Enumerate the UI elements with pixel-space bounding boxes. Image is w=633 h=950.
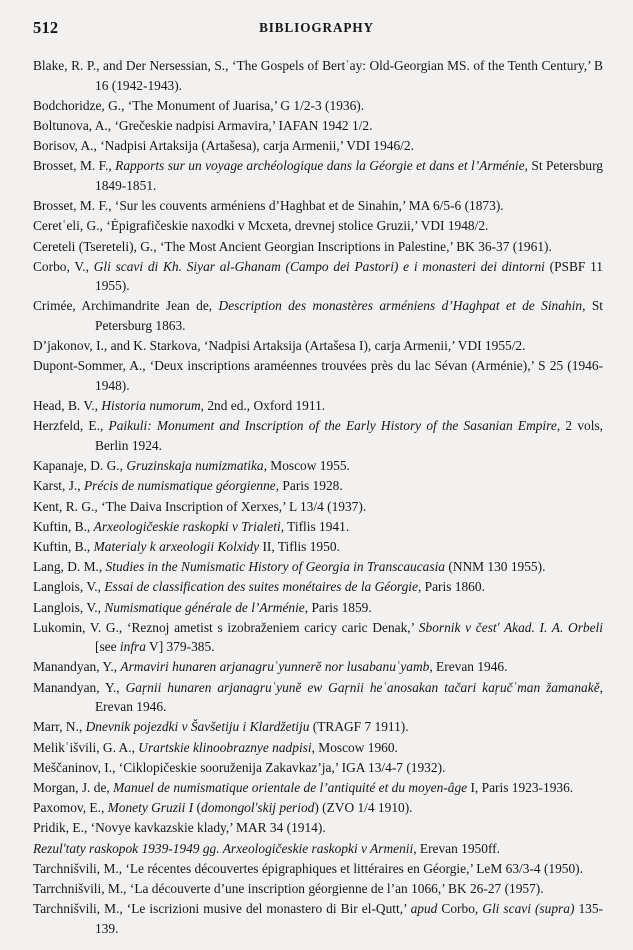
entry-text: , 2nd ed., Oxford 1911. — [200, 398, 326, 414]
entry-text: V] 379-385. — [145, 639, 215, 655]
entry-title-italic: Rapports sur un voyage archéologique dans la Géorgie et dans et l’Arménie, — [115, 158, 528, 174]
bibliography-entry — [33, 899, 603, 938]
entry-text: , Moscow 1960. — [311, 739, 398, 755]
entry-text: Manandyan, Y., — [33, 659, 121, 675]
entry-text: Ceretʿeli, G., ‘Ėpigrafičeskie naxodki v Mcxeta, drevnej stolice Gruzii,’ VDI 1948/2. — [33, 218, 489, 234]
bibliography-entry — [33, 537, 603, 557]
entry-title-italic: Paikuli: Monument and Inscription of the Early History of the Sasanian Empire — [108, 418, 557, 434]
entry-text: Brosset, M. F., — [33, 158, 116, 174]
bibliography-entry — [33, 356, 603, 395]
entry-title-italic: Studies in the Numismatic History of Georgia in Transcaucasia — [105, 559, 446, 575]
bibliography-entry — [33, 798, 603, 818]
entry-title-italic: infra — [119, 639, 146, 655]
entry-text: Kapanaje, D. G., — [33, 458, 127, 474]
entry-text: Melikʿišvili, G. A., — [33, 739, 139, 755]
entry-text: , Tiflis 1941. — [280, 518, 350, 534]
entry-title-italic: Armaviri hunaren arjanagruʿyunnerĕ nor lusabanuʿyamb — [120, 659, 430, 675]
bibliography-entry — [33, 216, 603, 236]
entry-text: , Erevan 1946. — [429, 659, 508, 675]
entry-text: Paxomov, E., — [33, 800, 108, 816]
entry-text: , Moscow 1955. — [263, 458, 350, 474]
bibliography-entry — [33, 237, 603, 257]
bibliography-entry — [33, 738, 603, 758]
bibliography-entry — [33, 818, 603, 838]
entry-text: Tarrchnišvili, M., ‘La découverte d’une inscription géorgienne de l’an 1066,’ BK 26-27 (1957). — [33, 880, 544, 896]
page-number: 512 — [33, 18, 59, 37]
running-head — [0, 18, 633, 38]
entry-text: Kuftin, B., — [33, 538, 94, 554]
bibliography-entry — [33, 96, 603, 116]
running-head-title: BIBLIOGRAPHY — [259, 20, 374, 35]
entry-text: ) (ZVO 1/4 1910). — [314, 800, 413, 816]
entry-text: Kuftin, B., — [33, 518, 94, 534]
bibliography-entry — [33, 497, 603, 517]
bibliography-entry — [33, 879, 603, 899]
entry-text: Pridik, E., ‘Novye kavkazskie klady,’ MAR 34 (1914). — [33, 820, 326, 836]
entry-title-italic: Arxeologičeskie raskopki v Trialeti — [93, 518, 281, 534]
bibliography-entry — [33, 196, 603, 216]
bibliography-entry — [33, 116, 603, 136]
entry-title-italic: Historia numorum — [101, 398, 201, 414]
bibliography-entry — [33, 156, 603, 195]
entry-text: , St Petersburg 1863. — [95, 298, 603, 334]
entry-text: Lukomin, V. G., ‘Reznoj ametist s izobraženiem caricy caric Denak,’ — [33, 619, 419, 635]
bibliography-entry — [33, 839, 603, 859]
entry-text: Dupont-Sommer, A., ‘Deux inscriptions araméennes trouvées près du lac Sévan (Arménie),’ S 25 (1946-1948). — [33, 358, 603, 394]
bibliography-entry — [33, 396, 603, 416]
bibliography-entry — [33, 577, 603, 597]
entry-text: Corbo, V., — [33, 258, 94, 274]
bibliography-entry — [33, 456, 603, 476]
bibliography-entry — [33, 717, 603, 737]
bibliography-entry — [33, 136, 603, 156]
entry-title-italic: Description des monastères arméniens d’Haghpat et de Sinahin — [218, 298, 583, 314]
entry-text: Crimée, Archimandrite Jean de, — [33, 298, 219, 314]
bibliography-entry — [33, 778, 603, 798]
bibliography-entry — [33, 557, 603, 577]
entry-text: (TRAGF 7 1911). — [309, 719, 409, 735]
entry-text: [see — [95, 639, 120, 655]
entry-title-italic: Gaŗnii hunaren arjanagruʿyunĕ ew Gaŗnii heʿanosakan tačari kaŗučʿman žamanakĕ — [125, 679, 600, 695]
bibliography-entry-list — [33, 56, 603, 939]
entry-text: St Petersburg 1849-1851. — [95, 158, 604, 193]
entry-title-italic: Gruzinskaja numizmatika — [126, 458, 264, 474]
entry-title-italic: Dnevnik pojezdki v Šavšetiju i Klardžetiju — [85, 719, 310, 735]
bibliography-entry — [33, 859, 603, 879]
entry-title-italic: Numismatique générale de l’Arménie — [104, 599, 305, 615]
entry-text: , Paris 1860. — [417, 579, 485, 595]
bibliography-entry — [33, 476, 603, 496]
bibliography-entry — [33, 416, 603, 455]
entry-text: Borisov, A., ‘Nadpisi Artaksija (Artašesa), carja Armenii,’ VDI 1946/2. — [33, 138, 414, 154]
entry-text: Langlois, V., — [33, 579, 105, 595]
entry-text: Kent, R. G., ‘The Daiva Inscription of Xerxes,’ L 13/4 (1937). — [33, 498, 367, 514]
entry-title-italic: Manuel de numismatique orientale de l’antiquité et du moyen-âge — [113, 780, 468, 795]
bibliography-entry — [33, 657, 603, 677]
entry-title-italic: Monety Gruzii I — [107, 800, 194, 816]
entry-text: Herzfeld, E., — [33, 418, 109, 434]
entry-title-italic: apud — [410, 901, 438, 917]
entry-text: , Erevan 1946. — [95, 679, 603, 715]
entry-text: ( — [193, 800, 201, 816]
entry-text: , Paris 1928. — [275, 478, 343, 494]
entry-title-italic: Sbornik v čestʹ Akad. I. A. Orbeli — [418, 619, 603, 635]
entry-text: (PSBF 11 1955). — [95, 258, 603, 294]
bibliography-entry — [33, 758, 603, 778]
bibliography-entry — [33, 678, 603, 717]
entry-text: II, Tiflis 1950. — [259, 538, 340, 554]
entry-text: Karst, J., — [33, 478, 84, 494]
entry-title-italic: Précis de numismatique géorgienne — [83, 478, 276, 494]
entry-text: Head, B. V., — [33, 398, 102, 414]
entry-text: Cereteli (Tsereteli), G., ‘The Most Ancient Georgian Inscriptions in Palestine,’ BK 36-37 (1961). — [33, 238, 552, 254]
entry-text: , Paris 1859. — [304, 599, 372, 615]
entry-text: Meščaninov, I., ‘Ciklopičeskie sooruženija Zakavkaz’ja,’ IGA 13/4-7 (1932). — [33, 759, 446, 775]
entry-text: 135-139. — [95, 901, 603, 936]
entry-title-italic: Materialy k arxeologii Kolxidy — [93, 538, 260, 554]
entry-text: Tarchnišvili, M., ‘Le récentes découvertes épigraphiques et littéraires en Géorgie,’ LeM 63/3-4 (1950). — [33, 860, 583, 876]
bibliography-entry — [33, 618, 603, 657]
entry-text: (NNM 130 1955). — [445, 559, 546, 575]
bibliography-entry — [33, 517, 603, 537]
entry-text: Brosset, M. F., ‘Sur les couvents arméniens d’Haghbat et de Sinahin,’ MA 6/5-6 (1873). — [33, 198, 504, 214]
entry-text: , 2 vols, Berlin 1924. — [95, 418, 604, 453]
entry-text: Boltunova, A., ‘Grečeskie nadpisi Armavira,’ IAFAN 1942 1/2. — [33, 117, 373, 133]
entry-text: Corbo, — [437, 901, 483, 917]
entry-title-italic: Gli scavi (supra) — [482, 901, 575, 917]
entry-text: Blake, R. P., and Der Nersessian, S., ‘The Gospels of Bertʿay: Old-Georgian MS. of the Tenth Century,’ B 16 (1942-1943). — [33, 58, 603, 93]
entry-text: I, Paris 1923-1936. — [467, 780, 574, 795]
bibliography-entry — [33, 336, 603, 356]
entry-text: Tarchnišvili, M., ‘Le iscrizioni musive del monastero di Bir el-Qutt,’ — [33, 901, 411, 917]
entry-text: , Erevan 1950ff. — [413, 840, 500, 856]
entry-title-italic: Urartskie klinoobraznye nadpisi — [138, 739, 312, 755]
entry-text: Langlois, V., — [33, 599, 105, 615]
bibliography-entry — [33, 296, 603, 335]
entry-text: D’jakonov, I., and K. Starkova, ‘Nadpisi Artaksija (Artašesa I), carja Armenii,’ VDI 1955/2. — [33, 338, 526, 354]
entry-text: Marr, N., — [33, 719, 86, 735]
bibliography-entry — [33, 257, 603, 296]
entry-text: Bodchoridze, G., ‘The Monument of Juarisa,’ G 1/2-3 (1936). — [33, 97, 365, 113]
entry-title-italic: Rezulʹtaty raskopok 1939-1949 gg. Arxeologičeskie raskopki v Armenii — [33, 840, 414, 856]
entry-title-italic: Gli scavi di Kh. Siyar al-Ghanam (Campo dei Pastori) e i monasteri dei dintorni — [93, 258, 545, 274]
entry-text: Morgan, J. de, — [33, 780, 114, 795]
entry-title-italic: Essai de classification des suites monétaires de la Géorgie — [104, 579, 418, 595]
bibliography-entry — [33, 598, 603, 618]
bibliography-entry — [33, 56, 603, 95]
entry-text: Lang, D. M., — [33, 559, 106, 575]
entry-text: Manandyan, Y., — [33, 679, 126, 695]
entry-title-italic: domongolʹskij period — [201, 800, 315, 816]
